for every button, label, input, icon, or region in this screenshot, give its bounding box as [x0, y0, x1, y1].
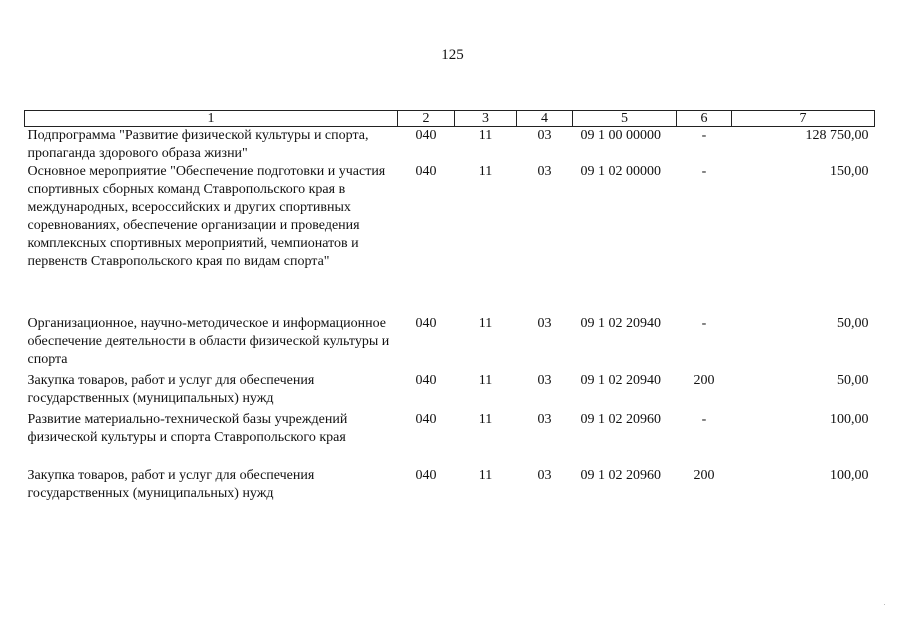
row-name: Организационное, научно-методическое и информационное обеспечение деятельности в области физической культуры и спорта — [27, 316, 390, 367]
row-col-3: 11 — [478, 316, 493, 331]
row-col-4: 03 — [537, 412, 552, 427]
column-header-2: 2 — [398, 111, 455, 127]
row-col-6: - — [701, 412, 707, 427]
table-row — [25, 411, 875, 467]
row-col-3: 11 — [478, 412, 493, 427]
table-row — [25, 127, 875, 164]
row-col-5: 09 1 02 00000 — [580, 164, 661, 179]
table-row — [25, 315, 875, 372]
row-name: Основное мероприятие "Обеспечение подготовки и участия спортивных сборных команд Ставропольского края в международных, всероссийских и других спортивных соревнованиях, обеспечение организации и проведения комплексных спортивных мероприятий, чемпионатов и первенств Ставропольского края по видам спорта" — [27, 164, 386, 269]
row-col-3: 11 — [478, 164, 493, 179]
table-row — [25, 467, 875, 503]
row-col-5: 09 1 02 20960 — [580, 468, 661, 483]
column-header-4: 4 — [517, 111, 573, 127]
column-header-7: 7 — [732, 111, 875, 127]
column-header-5: 5 — [573, 111, 677, 127]
row-col-2: 040 — [415, 316, 437, 331]
page-number: 125 — [441, 47, 464, 63]
row-col-6: 200 — [693, 468, 715, 483]
row-col-7: 100,00 — [830, 468, 869, 483]
row-col-3: 11 — [478, 373, 493, 388]
row-col-7: 50,00 — [837, 316, 869, 331]
column-header-3: 3 — [455, 111, 517, 127]
row-name: Закупка товаров, работ и услуг для обеспечения государственных (муниципальных) нужд — [27, 373, 315, 406]
row-col-7: 100,00 — [830, 412, 869, 427]
row-name: Подпрограмма "Развитие физической культуры и спорта, пропаганда здорового образа жизни" — [27, 128, 369, 161]
row-col-5: 09 1 02 20960 — [580, 412, 661, 427]
row-name: Развитие материально-технической базы учреждений физической культуры и спорта Ставропольского края — [27, 412, 348, 445]
table-header-row — [25, 111, 875, 127]
row-col-6: - — [701, 128, 707, 143]
row-col-4: 03 — [537, 373, 552, 388]
budget-table — [24, 110, 875, 503]
row-col-6: 200 — [693, 373, 715, 388]
row-col-7: 150,00 — [830, 164, 869, 179]
row-col-2: 040 — [415, 468, 437, 483]
row-col-7: 50,00 — [837, 373, 869, 388]
row-col-4: 03 — [537, 164, 552, 179]
table-row — [25, 163, 875, 315]
row-col-6: - — [701, 164, 707, 179]
row-col-3: 11 — [478, 128, 493, 143]
row-col-5: 09 1 02 20940 — [580, 316, 661, 331]
column-header-1: 1 — [25, 111, 398, 127]
row-col-2: 040 — [415, 164, 437, 179]
table-row — [25, 372, 875, 411]
column-header-6: 6 — [677, 111, 732, 127]
row-col-5: 09 1 00 00000 — [580, 128, 661, 143]
row-col-6: - — [701, 316, 707, 331]
row-col-2: 040 — [415, 412, 437, 427]
row-col-5: 09 1 02 20940 — [580, 373, 661, 388]
scan-speck — [884, 604, 885, 605]
row-col-2: 040 — [415, 373, 437, 388]
row-col-2: 040 — [415, 128, 437, 143]
row-name: Закупка товаров, работ и услуг для обеспечения государственных (муниципальных) нужд — [27, 468, 315, 501]
row-col-4: 03 — [537, 316, 552, 331]
row-col-4: 03 — [537, 468, 552, 483]
row-col-4: 03 — [537, 128, 552, 143]
row-col-3: 11 — [478, 468, 493, 483]
row-col-7: 128 750,00 — [805, 128, 869, 143]
